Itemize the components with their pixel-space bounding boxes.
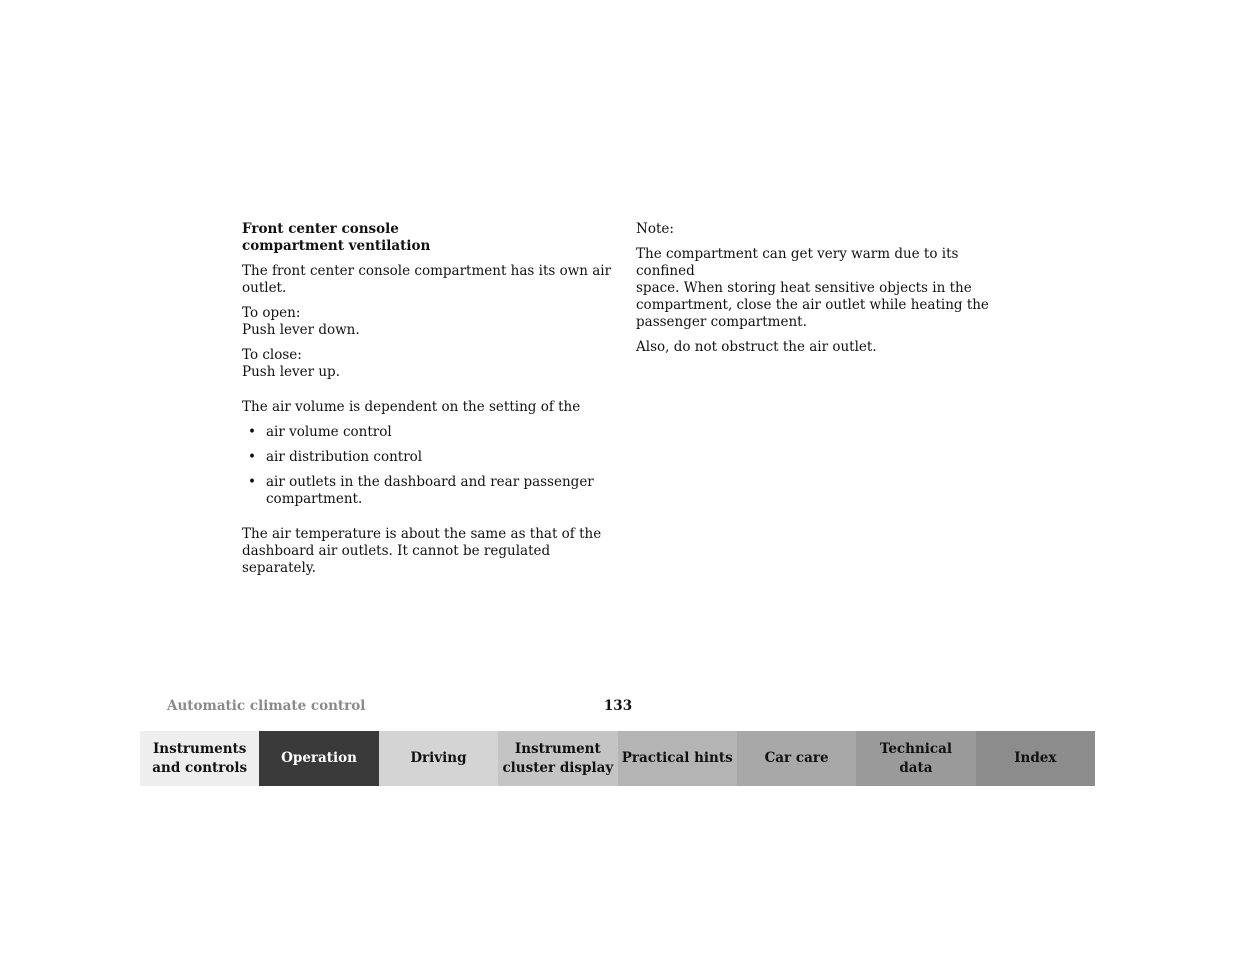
close-label: To close: — [242, 347, 302, 363]
text-line: The air temperature is about the same as that of the — [242, 526, 602, 542]
text-line: The compartment can get very warm due to its confined — [636, 246, 959, 279]
close-action: Push lever up. — [242, 364, 340, 380]
right-column — [636, 221, 1006, 364]
open-label: To open: — [242, 305, 301, 321]
tab-technical-data[interactable] — [856, 731, 975, 786]
intro-paragraph — [242, 263, 612, 297]
tab-label: data — [899, 759, 933, 776]
tab-label: cluster display — [502, 759, 614, 776]
tab-label: and controls — [152, 759, 248, 776]
footer-section-title: Automatic climate control — [167, 698, 366, 714]
heading-line: compartment ventilation — [242, 238, 431, 254]
tab-practical-hints[interactable] — [618, 731, 737, 786]
tab-label: Technical — [879, 740, 953, 757]
tab-index[interactable] — [976, 731, 1095, 786]
bullet-glyph: • — [248, 424, 256, 440]
tab-driving[interactable] — [379, 731, 498, 786]
tab-instruments-and-controls[interactable] — [140, 731, 259, 786]
tab-label: Car care — [764, 750, 829, 766]
temperature-paragraph — [242, 526, 612, 577]
list-item-text: air volume control — [266, 424, 392, 440]
tab-label: Instruments — [152, 740, 247, 757]
left-column — [242, 221, 612, 585]
bullet-list — [242, 424, 612, 508]
tab-label: Instrument — [514, 740, 601, 757]
text-line: outlet. — [242, 280, 287, 296]
text-line: passenger compartment. — [636, 314, 807, 330]
tab-label: Operation — [281, 750, 357, 766]
text-line: dashboard air outlets. It cannot be regulated separately. — [242, 543, 551, 576]
tab-label: Driving — [410, 750, 467, 766]
bullet-glyph: • — [248, 474, 256, 490]
list-item-text: air distribution control — [266, 449, 423, 465]
note-label: Note: — [636, 221, 674, 237]
heading-line: Front center console — [242, 221, 399, 237]
close-instruction — [242, 347, 612, 381]
open-instruction — [242, 305, 612, 339]
tab-car-care[interactable] — [737, 731, 856, 786]
text-line: compartment, close the air outlet while heating the — [636, 297, 989, 313]
open-action: Push lever down. — [242, 322, 360, 338]
tab-label: Index — [1014, 750, 1057, 766]
list-item-text: air outlets in the dashboard and rear passenger — [266, 474, 594, 490]
tab-label: Practical hints — [621, 750, 733, 766]
tab-operation[interactable] — [259, 731, 378, 786]
chapter-tab-bar — [140, 731, 1095, 786]
section-heading — [242, 221, 612, 255]
obstruct-paragraph: Also, do not obstruct the air outlet. — [636, 339, 877, 355]
text-line: space. When storing heat sensitive objects in the — [636, 280, 972, 296]
bullet-glyph: • — [248, 449, 256, 465]
list-item — [242, 449, 612, 466]
text-line: The front center console compartment has its own air — [242, 263, 612, 279]
list-item-text: compartment. — [266, 491, 363, 507]
list-item — [242, 474, 612, 508]
note-paragraph — [636, 246, 1006, 331]
volume-intro: The air volume is dependent on the setting of the — [242, 399, 581, 415]
page-number: 133 — [603, 698, 633, 714]
list-item — [242, 424, 612, 441]
tab-instrument-cluster-display[interactable] — [498, 731, 617, 786]
